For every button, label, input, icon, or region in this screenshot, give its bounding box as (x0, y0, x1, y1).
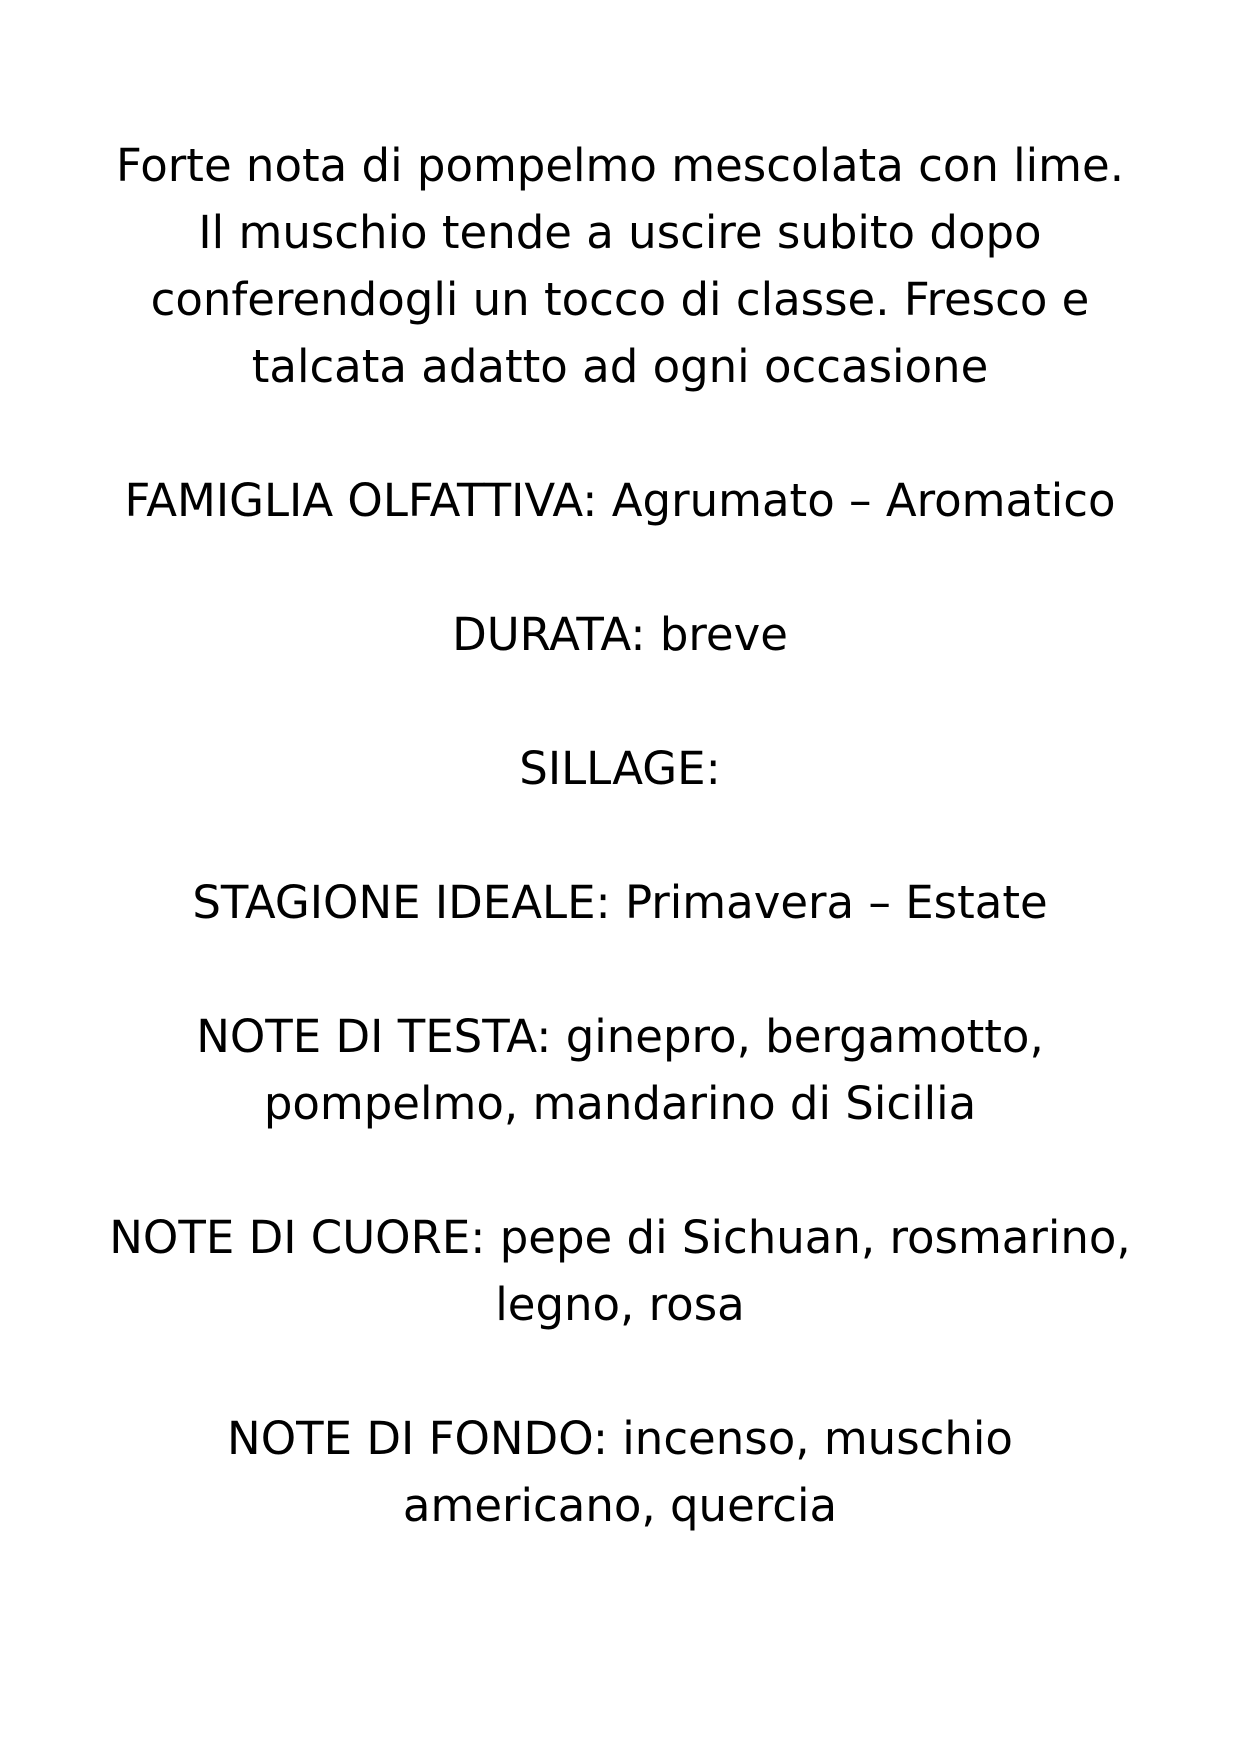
durata-text: DURATA: breve (452, 608, 788, 661)
note-di-cuore (60, 1204, 1180, 1338)
famiglia-olfattiva (60, 467, 1180, 534)
note-di-fondo-line: americano, quercia (402, 1479, 838, 1532)
description-paragraph (60, 132, 1180, 400)
description-line: conferendogli un tocco di classe. Fresco e (150, 273, 1090, 326)
document-content (60, 132, 1180, 1606)
sillage-text: SILLAGE: (519, 742, 721, 795)
note-di-testa-line: pompelmo, mandarino di Sicilia (263, 1077, 977, 1130)
note-di-fondo (60, 1405, 1180, 1539)
famiglia-olfattiva-text: FAMIGLIA OLFATTIVA: Agrumato – Aromatico (124, 474, 1116, 527)
note-di-testa (60, 1003, 1180, 1137)
note-di-cuore-line: NOTE DI CUORE: pepe di Sichuan, rosmarino, (109, 1211, 1131, 1264)
note-di-fondo-line: NOTE DI FONDO: incenso, muschio (227, 1412, 1013, 1465)
durata (60, 601, 1180, 668)
description-line: talcata adatto ad ogni occasione (251, 340, 989, 393)
note-di-cuore-line: legno, rosa (495, 1278, 745, 1331)
description-line: Forte nota di pompelmo mescolata con lime. (115, 139, 1125, 192)
stagione-ideale-text: STAGIONE IDEALE: Primavera – Estate (192, 876, 1048, 929)
stagione-ideale (60, 869, 1180, 936)
note-di-testa-line: NOTE DI TESTA: ginepro, bergamotto, (196, 1010, 1044, 1063)
sillage (60, 735, 1180, 802)
description-line: Il muschio tende a uscire subito dopo (198, 206, 1042, 259)
